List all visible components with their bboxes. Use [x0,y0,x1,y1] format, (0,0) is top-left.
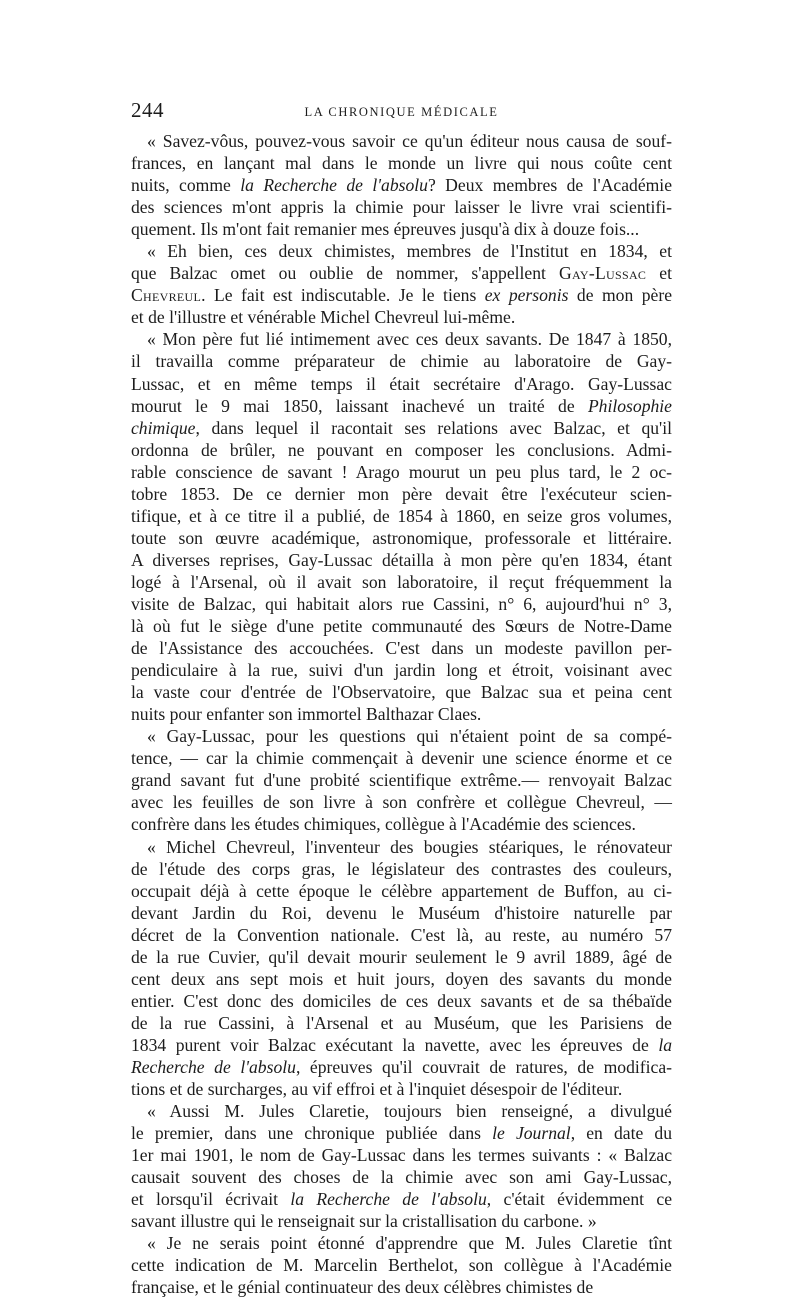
text-run: le premier, dans une chronique publiée dans [131,1123,493,1144]
text-run: A diverses reprises, Gay-Lussac détailla à mon père qu'en 1834, étant [131,549,672,570]
text-run: causait souvent des choses de la chimie avec son ami Gay-Lussac, [131,1167,672,1188]
text-line [131,461,672,483]
text-line [131,483,672,505]
text-line [131,1232,672,1254]
text-line [131,946,672,968]
text-run: avec les feuilles de son livre à son confrère et collègue Chevreul, — [131,792,672,813]
text-line [131,1122,672,1144]
text-line [131,1078,672,1100]
text-line [131,1144,672,1166]
text-run: pendiculaire à la rue, suivi d'un jardin long et étroit, voisinant avec [131,660,672,681]
paragraph [131,836,672,1101]
text-run: grand savant fut d'une probité scientifique extrême.— renvoyait Balzac [131,770,672,791]
text-run: cent deux ans sept mois et huit jours, doyen des savants du monde [131,968,672,989]
text-run: « Eh bien, ces deux chimistes, membres de l'Institut en 1834, et [147,241,672,262]
text-line [131,262,672,284]
text-line [131,571,672,593]
text-run: toute son œuvre académique, astronomique, professorale et littéraire. [131,527,672,548]
text-run: tobre 1853. De ce dernier mon père devait être l'exécuteur scien- [131,483,672,504]
text-run: « Mon père fut lié intimement avec ces deux savants. De 1847 à 1850, [147,329,672,350]
text-run: « Aussi M. Jules Claretie, toujours bien renseigné, a divulgué [147,1101,672,1122]
text-line [131,813,672,835]
text-run: nuits pour enfanter son immortel Balthazar Claes. [131,704,482,725]
text-run: et lorsqu'il écrivait [131,1189,291,1210]
text-line [131,659,672,681]
text-line [131,328,672,350]
text-line [131,196,672,218]
text-line [131,593,672,615]
text-line [131,527,672,549]
italic-text: la Recherche de l'absolu [240,175,428,196]
text-line [131,902,672,924]
italic-text: la Recherche de l'absolu [290,1189,487,1210]
text-line [131,306,672,328]
text-run: 1er mai 1901, le nom de Gay-Lussac dans les termes suivants : « Balzac [131,1145,672,1166]
italic-text: Recherche de l'absolu [131,1056,296,1077]
text-line [131,417,672,439]
page-number: 244 [131,98,164,122]
text-run: tions et de surcharges, au vif effroi et à l'inquiet désespoir de l'éditeur. [131,1079,623,1100]
book-page [131,96,672,1298]
text-line [131,395,672,417]
text-line [131,990,672,1012]
paragraph [131,240,672,328]
text-run: . Le fait est indiscutable. Je le tiens [201,285,485,306]
italic-text: Philosophie [587,395,672,416]
text-run: là où fut le siège d'une petite communauté des Sœurs de Notre-Dame [131,616,672,637]
text-line [131,725,672,747]
text-line [131,130,672,152]
small-caps-name: Chevreul [131,285,202,306]
text-run: logé à l'Arsenal, où il avait son laboratoire, il reçut fréquemment la [131,571,672,592]
text-line [131,615,672,637]
text-run: et de l'illustre et vénérable Michel Chevreul lui-même. [131,307,516,328]
text-line [131,152,672,174]
italic-text: le Journal [492,1123,571,1144]
text-line [131,1100,672,1122]
page-header [131,96,672,130]
text-line [131,968,672,990]
text-run: de l'étude des corps gras, le législateur des contrastes des couleurs, [131,858,672,879]
text-line [131,1056,672,1078]
text-run: et [646,263,672,284]
text-run: de la rue Cuvier, qu'il devait mourir seulement le 9 avril 1889, âgé de [131,946,672,967]
text-run: entier. C'est donc des domiciles de ces deux savants et de sa thébaïde [131,990,672,1011]
text-run: confrère dans les études chimiques, collègue à l'Académie des sciences. [131,814,636,835]
text-line [131,240,672,262]
text-run: que Balzac omet ou oublie de nommer, s'appellent [131,263,559,284]
text-line [131,505,672,527]
italic-text: ex personis [484,285,569,306]
body-text [131,130,672,1298]
text-run: savant illustre qui le renseignait sur la cristallisation du carbone. » [131,1211,597,1232]
text-line [131,769,672,791]
text-run: quement. Ils m'ont fait remanier mes épreuves jusqu'à dix à douze fois... [131,219,640,240]
text-run: la vaste cour d'entrée de l'Observatoire, que Balzac sua et peina cent [131,682,672,703]
text-line [131,284,672,306]
paragraph [131,328,672,725]
text-run: nuits, comme [131,175,241,196]
text-line [131,218,672,240]
paragraph [131,725,672,835]
text-line [131,1210,672,1232]
text-run: , épreuves qu'il couvrait de ratures, de modifica- [295,1056,672,1077]
paragraph [131,130,672,240]
text-run: française, et le génial continuateur des deux célèbres chimistes de [131,1277,594,1298]
text-line [131,1034,672,1056]
text-run: « Savez-vôus, pouvez-vous savoir ce qu'un éditeur nous causa de souf- [147,131,672,151]
text-line [131,1166,672,1188]
text-run: des sciences m'ont appris la chimie pour laisser le livre vrai scientifi- [131,197,672,218]
running-head: LA CHRONIQUE MÉDICALE [304,105,499,119]
text-run: mourut le 9 mai 1850, laissant inachevé un traité de [131,395,588,416]
text-run: ? Deux membres de l'Académie [427,175,673,196]
text-line [131,637,672,659]
text-run: occupait déjà à cette époque le célèbre appartement de Buffon, au ci- [131,880,672,901]
text-line [131,174,672,196]
text-line [131,858,672,880]
text-run: rable conscience de savant ! Arago mourut un peu plus tard, le 2 oc- [131,461,672,482]
italic-text: chimique [131,417,196,438]
text-run: tence, — car la chimie commençait à devenir une science énorme et ce [131,748,672,769]
small-caps-name: Gay-Lussac [558,263,647,284]
text-run: de mon père [568,285,673,306]
text-line [131,373,672,395]
text-line [131,836,672,858]
text-line [131,1254,672,1276]
text-run: Lussac, et en même temps il était secrétaire d'Arago. Gay-Lussac [131,373,672,394]
text-run: 1834 purent voir Balzac exécutant la navette, avec les épreuves de [131,1034,659,1055]
text-run: , en date du [570,1123,673,1144]
text-run: « Michel Chevreul, l'inventeur des bougies stéariques, le rénovateur [147,836,672,857]
paragraph [131,1100,672,1232]
text-run: frances, en lançant mal dans le monde un livre qui nous coûte cent [131,153,672,174]
text-line [131,350,672,372]
text-line [131,1276,672,1298]
text-run: de la rue Cassini, à l'Arsenal et au Muséum, que les Parisiens de [131,1012,672,1033]
text-run: , dans lequel il racontait ses relations avec Balzac, et qu'il [195,417,672,438]
text-line [131,681,672,703]
text-line [131,924,672,946]
text-run: il travailla comme préparateur de chimie au laboratoire de Gay- [131,351,672,372]
text-run: ordonna de brûler, ne pouvant en composer les conclusions. Admi- [131,439,672,460]
text-line [131,880,672,902]
text-run: tifique, et à ce titre il a publié, de 1854 à 1860, en seize gros volumes, [131,505,672,526]
text-run: de l'Assistance des accouchées. C'est dans un modeste pavillon per- [131,638,672,659]
text-line [131,549,672,571]
text-run: visite de Balzac, qui habitait alors rue Cassini, n° 6, aujourd'hui n° 3, [131,593,672,614]
text-line [131,1012,672,1034]
text-run: devant Jardin du Roi, devenu le Muséum d'histoire naturelle par [131,902,672,923]
text-run: décret de la Convention nationale. C'est là, au reste, au numéro 57 [131,924,672,945]
text-run: , c'était évidemment ce [486,1189,672,1210]
text-run: « Gay-Lussac, pour les questions qui n'étaient point de sa compé- [147,726,672,747]
text-line [131,703,672,725]
paragraph [131,1232,672,1298]
text-run: « Je ne serais point étonné d'apprendre que M. Jules Claretie tînt [147,1233,672,1254]
text-line [131,747,672,769]
text-line [131,1188,672,1210]
text-run: cette indication de M. Marcelin Berthelot, son collègue à l'Académie [131,1255,672,1276]
text-line [131,439,672,461]
italic-text: la [658,1034,672,1055]
text-line [131,791,672,813]
